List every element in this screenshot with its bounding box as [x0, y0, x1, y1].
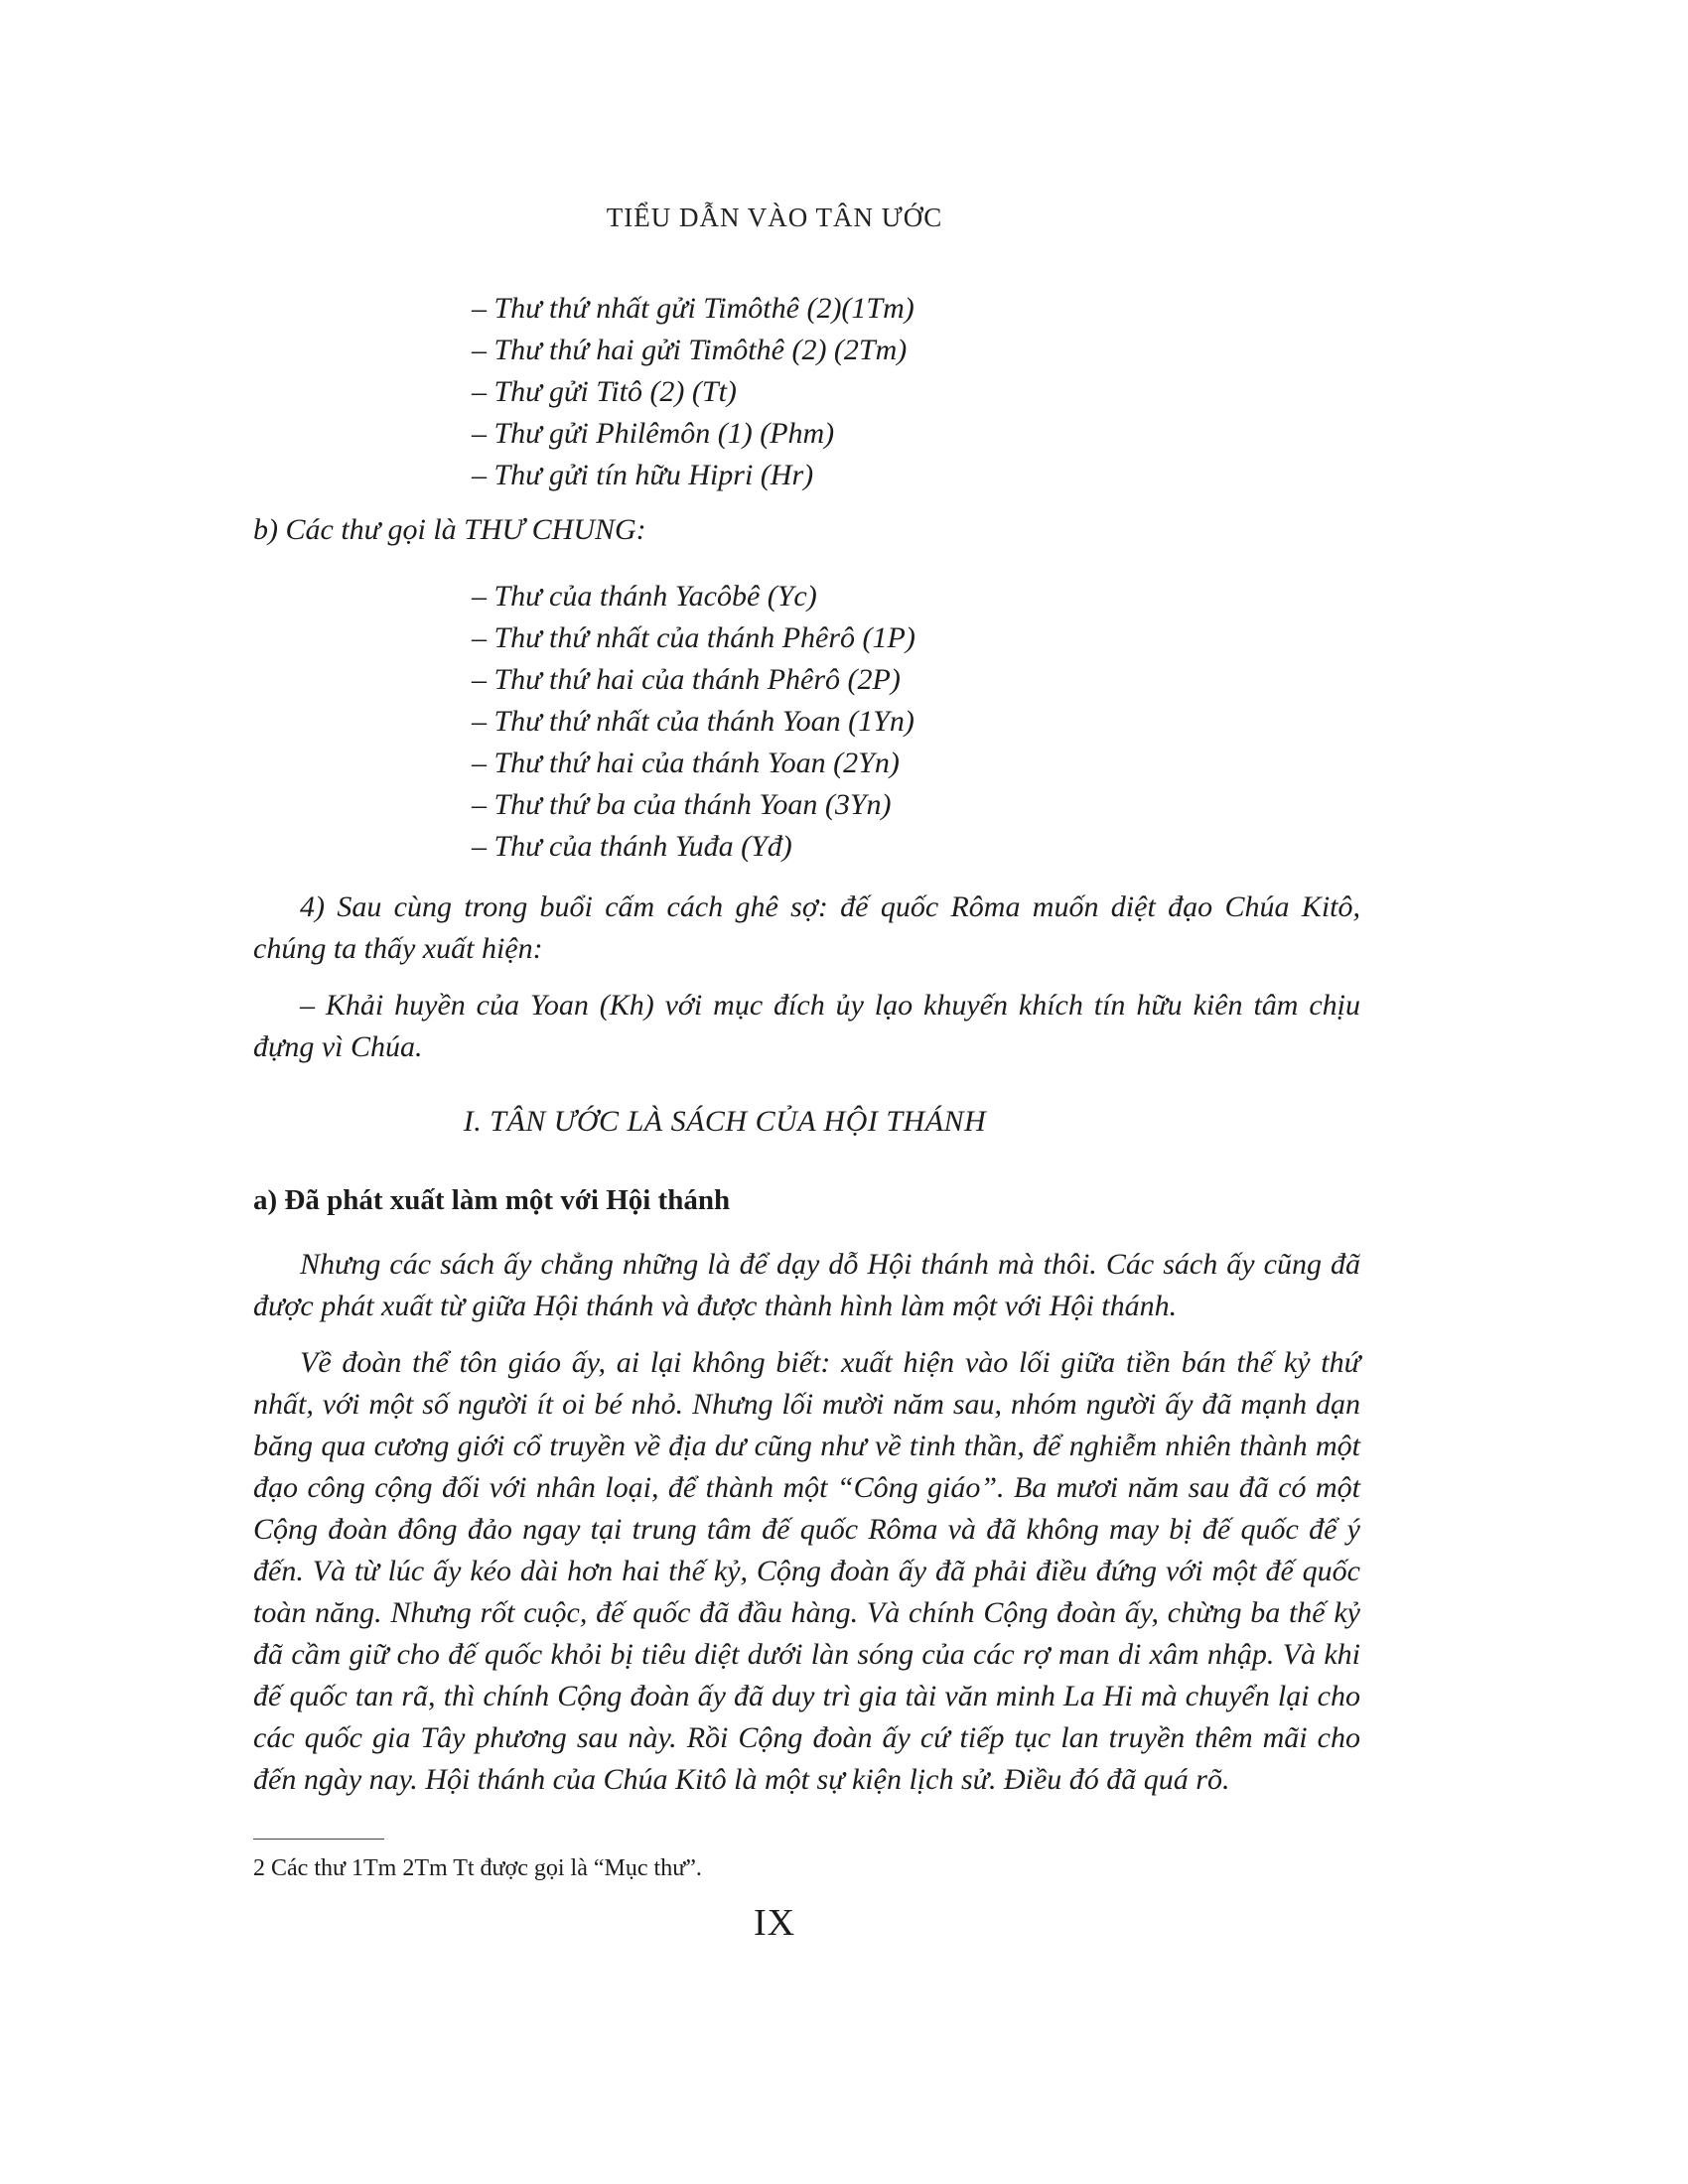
list-item: – Thư của thánh Yuđa (Yđ): [472, 830, 792, 863]
pauline-letters-list: [472, 288, 914, 496]
list-item: – Thư gửi Philêmôn (1) (Phm): [472, 417, 835, 450]
list-item: – Thư thứ hai của thánh Phêrô (2P): [472, 663, 901, 696]
subsection-title: a) Đã phát xuất làm một với Hội thánh: [253, 1184, 731, 1216]
paragraph-2: Về đoàn thể tôn giáo ấy, ai lại không biết: xuất hiện vào lối giữa tiền bán thế kỷ thứ nhất, với một số người ít oi bé nhỏ. Nhưng lối mười năm sau, nhóm người ấy đã mạnh dạn băng qua cương giới cổ truyền về địa dư cũng như về tinh thần, để nghiễm nhiên thành một đạo công cộng đối với nhân loại, để thành một “Công giáo”. Ba mươi năm sau đã có một Cộng đoàn đông đảo ngay tại trung tâm đế quốc Rôma và đã không may bị đế quốc để ý đến. Và từ lúc ấy kéo dài hơn hai thế kỷ, Cộng đoàn ấy đã phải điều đứng với một đế quốc toàn năng. Nhưng rốt cuộc, đế quốc đã đầu hàng. Và chính Cộng đoàn ấy, chừng ba thế kỷ đã cầm giữ cho đế quốc khỏi bị tiêu diệt dưới làn sóng của các rợ man di xâm nhập. Và khi đế quốc tan rã, thì chính Cộng đoàn ấy đã duy trì gia tài văn minh La Hi mà chuyển lại cho các quốc gia Tây phương sau này. Rồi Cộng đoàn ấy cứ tiếp tục lan truyền thêm mãi cho đến ngày nay. Hội thánh của Chúa Kitô là một sự kiện lịch sử. Điều đó đã quá rõ.: [253, 1346, 1360, 1796]
paragraph-1: Nhưng các sách ấy chẳng những là để dạy dỗ Hội thánh mà thôi. Các sách ấy cũng đã được phát xuất từ giữa Hội thánh và được thành hình làm một với Hội thánh.: [253, 1248, 1360, 1322]
running-head: TIỂU DẪN VÀO TÂN ƯỚC: [606, 203, 943, 232]
list-item: – Thư thứ nhất gửi Timôthê (2)(1Tm): [472, 292, 914, 325]
paragraph-4: 4) Sau cùng trong buổi cấm cách ghê sợ: đế quốc Rôma muốn diệt đạo Chúa Kitô, chúng ta thấy xuất hiện:: [253, 890, 1360, 965]
list-item: – Thư thứ hai gửi Timôthê (2) (2Tm): [472, 334, 908, 366]
list-item: – Thư thứ hai của thánh Yoan (2Yn): [472, 747, 900, 779]
list-item: – Thư gửi tín hữu Hipri (Hr): [472, 459, 814, 491]
list-item: – Thư gửi Titô (2) (Tt): [472, 375, 737, 408]
list-item: – Thư thứ nhất của thánh Phêrô (1P): [472, 621, 915, 654]
section-title: I. TÂN ƯỚC LÀ SÁCH CỦA HỘI THÁNH: [463, 1105, 987, 1138]
footnote-rule: [253, 1839, 384, 1840]
page-number: IX: [753, 1902, 796, 1944]
list-item: – Thư của thánh Yacôbê (Yc): [472, 580, 817, 613]
footnote: 2 Các thư 1Tm 2Tm Tt được gọi là “Mục thư”.: [253, 1855, 702, 1881]
list-item: – Thư thứ ba của thánh Yoan (3Yn): [472, 788, 892, 821]
catholic-letters-list: [472, 576, 915, 868]
catholic-letters-heading: b) Các thư gọi là THƯ CHUNG:: [253, 513, 646, 546]
paragraph-khai-huyen: – Khải huyền của Yoan (Kh) với mục đích ủy lạo khuyến khích tín hữu kiên tâm chịu đựng vì Chúa.: [253, 989, 1360, 1063]
list-item: – Thư thứ nhất của thánh Yoan (1Yn): [472, 705, 914, 738]
